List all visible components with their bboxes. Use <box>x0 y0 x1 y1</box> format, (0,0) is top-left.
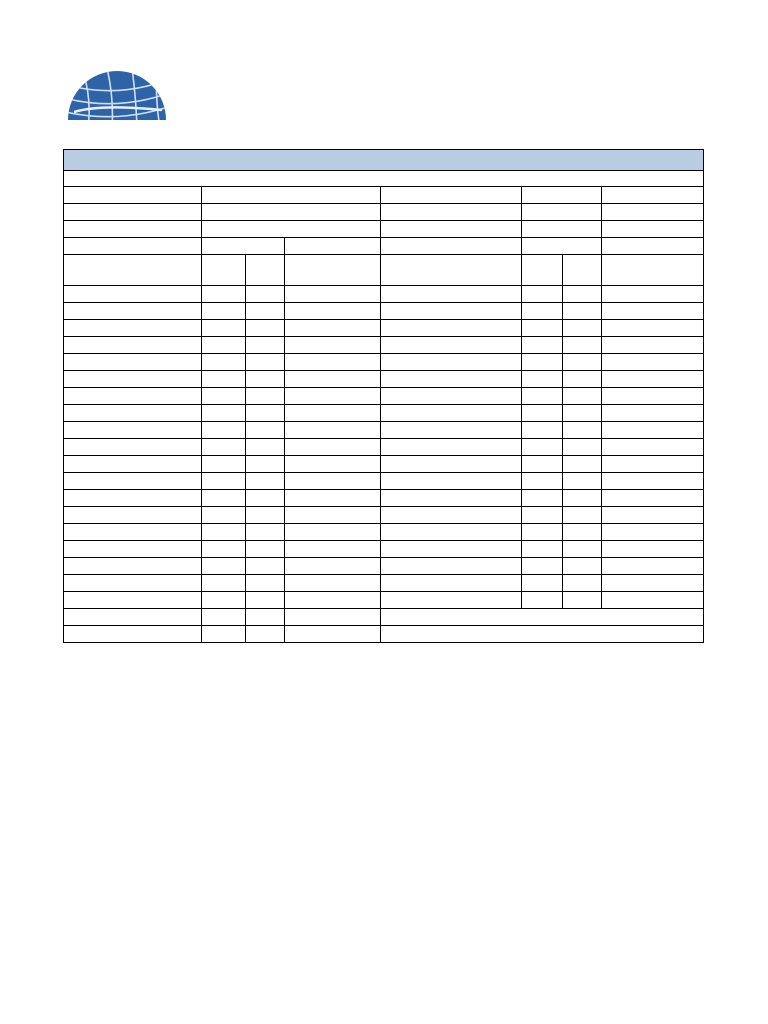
bueno-cell-left[interactable] <box>202 609 246 626</box>
malo-cell-left[interactable] <box>246 456 285 473</box>
section-header-left <box>64 286 202 303</box>
observacion-header-left <box>285 255 381 286</box>
item-label-right <box>381 371 522 388</box>
item-label-right <box>381 473 522 490</box>
observation-cell-left[interactable] <box>285 524 381 541</box>
checklist-row <box>64 541 704 558</box>
malo-cell-right[interactable] <box>563 490 602 507</box>
bueno-cell-right[interactable] <box>522 558 563 575</box>
observation-cell-right[interactable] <box>602 456 704 473</box>
checklist-row <box>64 473 704 490</box>
mileage-extra-field[interactable] <box>602 204 704 221</box>
item-label-right <box>381 541 522 558</box>
malo-cell-right[interactable] <box>563 507 602 524</box>
bueno-cell-right[interactable] <box>522 524 563 541</box>
item-label-left <box>64 490 202 507</box>
observation-cell-right[interactable] <box>602 303 704 320</box>
date-field[interactable] <box>522 187 602 204</box>
section-header-right <box>381 507 522 524</box>
observation-cell-left[interactable] <box>285 354 381 371</box>
item-label-left <box>64 524 202 541</box>
next-maintenance-field[interactable] <box>522 221 602 238</box>
item-label-left <box>64 541 202 558</box>
bueno-cell-left[interactable] <box>202 354 246 371</box>
malo-cell-left[interactable] <box>246 541 285 558</box>
malo-cell-right[interactable] <box>563 575 602 592</box>
checklist-row <box>64 456 704 473</box>
observation-cell-right[interactable] <box>602 507 704 524</box>
bueno-cell-left[interactable] <box>202 456 246 473</box>
item-label-left <box>64 371 202 388</box>
bueno-cell-right[interactable] <box>522 541 563 558</box>
bueno-cell-right[interactable] <box>522 405 563 422</box>
bueno-cell-left[interactable] <box>202 558 246 575</box>
checklist-row <box>64 388 704 405</box>
item-label-left <box>64 354 202 371</box>
item-label-left <box>64 592 202 609</box>
item-label-right <box>381 592 522 609</box>
bueno-cell-right[interactable] <box>522 507 563 524</box>
item-header-left <box>64 255 202 286</box>
bueno-cell-right[interactable] <box>522 320 563 337</box>
checklist-row <box>64 575 704 592</box>
info-label-next-maintenance <box>381 221 522 238</box>
item-label-left <box>64 473 202 490</box>
item-label-right <box>381 388 522 405</box>
observation-cell-right[interactable] <box>602 490 704 507</box>
observation-cell-right[interactable] <box>602 439 704 456</box>
malo-cell-left[interactable] <box>246 303 285 320</box>
observation-cell-right[interactable] <box>602 405 704 422</box>
malo-cell-right[interactable] <box>563 541 602 558</box>
checklist-row <box>64 592 704 609</box>
section-header-left <box>64 439 202 456</box>
observation-cell-right[interactable] <box>602 337 704 354</box>
checklist-row <box>64 524 704 541</box>
malo-cell-right[interactable] <box>563 422 602 439</box>
malo-cell-right[interactable] <box>563 592 602 609</box>
info-label-unit-number <box>64 221 202 238</box>
item-label-right <box>381 303 522 320</box>
observation-cell-left[interactable] <box>285 456 381 473</box>
observation-cell-right[interactable] <box>602 422 704 439</box>
bueno-cell-left[interactable] <box>202 405 246 422</box>
malo-cell-left[interactable] <box>246 490 285 507</box>
observation-line[interactable] <box>381 626 704 643</box>
malo-cell-left[interactable] <box>246 524 285 541</box>
malo-cell-left[interactable] <box>246 354 285 371</box>
observation-cell-right[interactable] <box>602 388 704 405</box>
bueno-cell-right[interactable] <box>522 303 563 320</box>
bueno-cell-right[interactable] <box>522 388 563 405</box>
item-label-right <box>381 354 522 371</box>
observation-cell-left[interactable] <box>285 303 381 320</box>
bueno-cell-left[interactable] <box>202 422 246 439</box>
malo-cell-left[interactable] <box>246 473 285 490</box>
bueno-cell-left[interactable] <box>202 303 246 320</box>
company-logo <box>62 68 172 144</box>
bueno-cell-right[interactable] <box>522 575 563 592</box>
bueno-cell-left[interactable] <box>202 626 246 643</box>
observation-cell-left[interactable] <box>285 337 381 354</box>
observation-cell-right[interactable] <box>602 371 704 388</box>
malo-cell-right[interactable] <box>563 456 602 473</box>
malo-cell-right[interactable] <box>563 286 602 303</box>
bueno-cell-left[interactable] <box>202 388 246 405</box>
bueno-cell-left[interactable] <box>202 507 246 524</box>
observation-cell-left[interactable] <box>285 473 381 490</box>
item-label-right <box>381 524 522 541</box>
bueno-cell-left[interactable] <box>202 320 246 337</box>
observation-cell-left[interactable] <box>285 575 381 592</box>
malo-cell-right[interactable] <box>563 473 602 490</box>
malo-cell-right[interactable] <box>563 405 602 422</box>
bueno-cell-left[interactable] <box>202 592 246 609</box>
malo-cell-right[interactable] <box>563 558 602 575</box>
checklist-row <box>64 405 704 422</box>
observation-cell-right[interactable] <box>602 354 704 371</box>
info-label-mileage <box>381 204 522 221</box>
observation-cell-right[interactable] <box>602 320 704 337</box>
observation-cell-right[interactable] <box>602 541 704 558</box>
observation-cell-left[interactable] <box>285 609 381 626</box>
bueno-cell-right[interactable] <box>522 422 563 439</box>
observation-cell-left[interactable] <box>285 422 381 439</box>
bueno-cell-left[interactable] <box>202 524 246 541</box>
estado-header-left <box>202 238 285 255</box>
observation-cell-left[interactable] <box>285 371 381 388</box>
malo-cell-right[interactable] <box>563 354 602 371</box>
observation-cell-left[interactable] <box>285 320 381 337</box>
checklist-row <box>64 320 704 337</box>
item-label-right <box>381 422 522 439</box>
item-label-left <box>64 609 202 626</box>
malo-cell-left[interactable] <box>246 371 285 388</box>
item-label-left <box>64 575 202 592</box>
malo-cell-right[interactable] <box>563 524 602 541</box>
internal-number-field[interactable] <box>202 204 381 221</box>
observation-cell-left[interactable] <box>285 286 381 303</box>
malo-cell-left[interactable] <box>246 422 285 439</box>
checklist-row <box>64 303 704 320</box>
observation-cell-right[interactable] <box>602 524 704 541</box>
item-label-right <box>381 490 522 507</box>
malo-cell-left[interactable] <box>246 320 285 337</box>
mileage-field[interactable] <box>522 204 602 221</box>
info-label-internal-number <box>64 204 202 221</box>
checklist-row <box>64 507 704 524</box>
malo-cell-left[interactable] <box>246 626 285 643</box>
bueno-cell-right[interactable] <box>522 592 563 609</box>
observation-cell-left[interactable] <box>285 490 381 507</box>
malo-cell-right[interactable] <box>563 388 602 405</box>
item-label-right <box>381 456 522 473</box>
bueno-cell-left[interactable] <box>202 575 246 592</box>
malo-cell-left[interactable] <box>246 609 285 626</box>
checklist-row <box>64 626 704 643</box>
bueno-cell-right[interactable] <box>522 490 563 507</box>
observation-cell-left[interactable] <box>285 405 381 422</box>
malo-cell-left[interactable] <box>246 286 285 303</box>
blank-cell <box>64 238 202 255</box>
item-label-right <box>381 439 522 456</box>
malo-cell-left[interactable] <box>246 507 285 524</box>
bueno-cell-left[interactable] <box>202 439 246 456</box>
blank-cell <box>602 238 704 255</box>
malo-cell-left[interactable] <box>246 405 285 422</box>
observation-cell-left[interactable] <box>285 592 381 609</box>
estado-header-right <box>522 238 602 255</box>
bueno-cell-left[interactable] <box>202 541 246 558</box>
form-title <box>64 150 704 171</box>
malo-cell-left[interactable] <box>246 388 285 405</box>
item-label-left <box>64 422 202 439</box>
malo-cell-right[interactable] <box>563 371 602 388</box>
checklist-row <box>64 439 704 456</box>
info-label-vehicle-type <box>64 187 202 204</box>
observation-cell-left[interactable] <box>285 541 381 558</box>
malo-cell-left[interactable] <box>246 558 285 575</box>
unit-number-field[interactable] <box>202 221 381 238</box>
observation-cell-left[interactable] <box>285 626 381 643</box>
bueno-cell-right[interactable] <box>522 439 563 456</box>
item-label-right <box>381 320 522 337</box>
checklist-row <box>64 286 704 303</box>
bueno-header-right <box>522 255 563 286</box>
section-header-right <box>381 286 522 303</box>
bueno-cell-right[interactable] <box>522 456 563 473</box>
blank-cell <box>285 238 381 255</box>
malo-cell-right[interactable] <box>563 439 602 456</box>
observation-cell-right[interactable] <box>602 473 704 490</box>
bueno-cell-left[interactable] <box>202 286 246 303</box>
malo-cell-left[interactable] <box>246 592 285 609</box>
checklist-row <box>64 422 704 439</box>
malo-cell-right[interactable] <box>563 337 602 354</box>
observation-cell-left[interactable] <box>285 439 381 456</box>
info-label-date <box>381 187 522 204</box>
observacion-header-right <box>602 255 704 286</box>
observaciones-anexas-header <box>381 609 704 626</box>
bueno-cell-left[interactable] <box>202 371 246 388</box>
malo-cell-right[interactable] <box>563 320 602 337</box>
form-subtitle <box>64 171 704 187</box>
observation-cell-left[interactable] <box>285 388 381 405</box>
bueno-cell-left[interactable] <box>202 490 246 507</box>
observation-cell-right[interactable] <box>602 575 704 592</box>
item-label-left <box>64 558 202 575</box>
checklist-row <box>64 354 704 371</box>
bueno-cell-right[interactable] <box>522 354 563 371</box>
item-label-left <box>64 303 202 320</box>
checklist-row <box>64 609 704 626</box>
item-label-left <box>64 337 202 354</box>
bueno-cell-left[interactable] <box>202 337 246 354</box>
item-label-right <box>381 337 522 354</box>
bueno-cell-right[interactable] <box>522 286 563 303</box>
bueno-cell-right[interactable] <box>522 371 563 388</box>
checklist-row <box>64 371 704 388</box>
item-label-right <box>381 558 522 575</box>
observation-cell-right[interactable] <box>602 286 704 303</box>
checklist-row <box>64 337 704 354</box>
date-extra-field[interactable] <box>602 187 704 204</box>
checklist-row <box>64 490 704 507</box>
malo-header-right <box>563 255 602 286</box>
item-label-right <box>381 575 522 592</box>
item-label-left <box>64 626 202 643</box>
next-maintenance-extra-field[interactable] <box>602 221 704 238</box>
item-label-left <box>64 507 202 524</box>
item-label-left <box>64 320 202 337</box>
item-label-left <box>64 388 202 405</box>
bueno-cell-right[interactable] <box>522 337 563 354</box>
malo-cell-left[interactable] <box>246 575 285 592</box>
checklist-table <box>63 149 704 643</box>
bueno-header-left <box>202 255 246 286</box>
section-header-right <box>381 405 522 422</box>
item-label-left <box>64 456 202 473</box>
observation-cell-left[interactable] <box>285 507 381 524</box>
malo-cell-left[interactable] <box>246 337 285 354</box>
bueno-cell-left[interactable] <box>202 473 246 490</box>
malo-cell-left[interactable] <box>246 439 285 456</box>
observation-cell-left[interactable] <box>285 558 381 575</box>
vehicle-type-field[interactable] <box>202 187 381 204</box>
malo-cell-right[interactable] <box>563 303 602 320</box>
observation-cell-right[interactable] <box>602 558 704 575</box>
malo-header-left <box>246 255 285 286</box>
observation-cell-right[interactable] <box>602 592 704 609</box>
item-label-left <box>64 405 202 422</box>
checklist-row <box>64 558 704 575</box>
blank-cell <box>381 238 522 255</box>
bueno-cell-right[interactable] <box>522 473 563 490</box>
item-header-right <box>381 255 522 286</box>
